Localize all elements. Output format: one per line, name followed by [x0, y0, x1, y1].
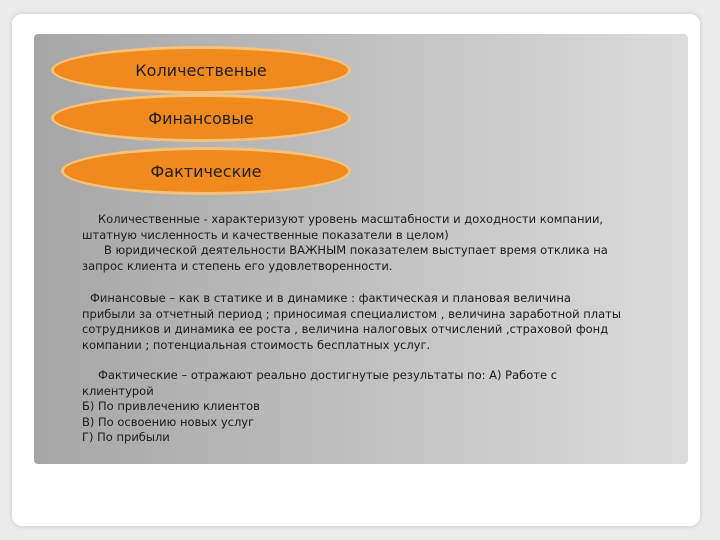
list-item: Б) По привлечению клиентов — [82, 399, 260, 413]
paragraph-line: клиентурой — [82, 383, 154, 398]
paragraph-line: сотрудников и динамика ее роста , величина налоговых отчислений ,страховой фонд — [82, 322, 609, 336]
paragraph-line: компании ; потенциальная стоимость бесплатных услуг. — [82, 337, 431, 352]
list-item: В) По освоению новых услуг — [82, 414, 255, 429]
paragraph-legal — [82, 243, 642, 274]
oval-quantitative — [51, 46, 351, 94]
oval-actual-label: Фактические — [150, 161, 262, 181]
paragraph-line: запрос клиента и степень его удовлетворенности. — [82, 258, 393, 273]
paragraph-line: прибыли за отчетный период ; приносимая специалистом , величина заработной платы — [82, 306, 621, 321]
paragraph-actual — [82, 368, 642, 446]
oval-actual — [61, 147, 351, 195]
paragraph-line: Фактические – отражают реально достигнутые результаты по: А) Работе с — [98, 368, 558, 382]
oval-financial — [51, 94, 351, 142]
paragraph-line: В юридической деятельности ВАЖНЫМ показателем выступает время отклика на — [104, 243, 608, 257]
paragraph-line: Финансовые – как в статике и в динамике : фактическая и плановая величина — [90, 291, 571, 305]
list-item: Г) По прибыли — [82, 430, 170, 444]
oval-quantitative-label: Количественые — [135, 60, 267, 80]
paragraph-financial — [82, 291, 642, 353]
paragraph-quantitative — [82, 212, 642, 243]
paragraph-line: Количественные - характеризуют уровень масштабности и доходности компании, — [98, 212, 604, 226]
paragraph-line: штатную численность и качественные показатели в целом) — [82, 227, 449, 242]
oval-financial-label: Финансовые — [148, 108, 254, 128]
